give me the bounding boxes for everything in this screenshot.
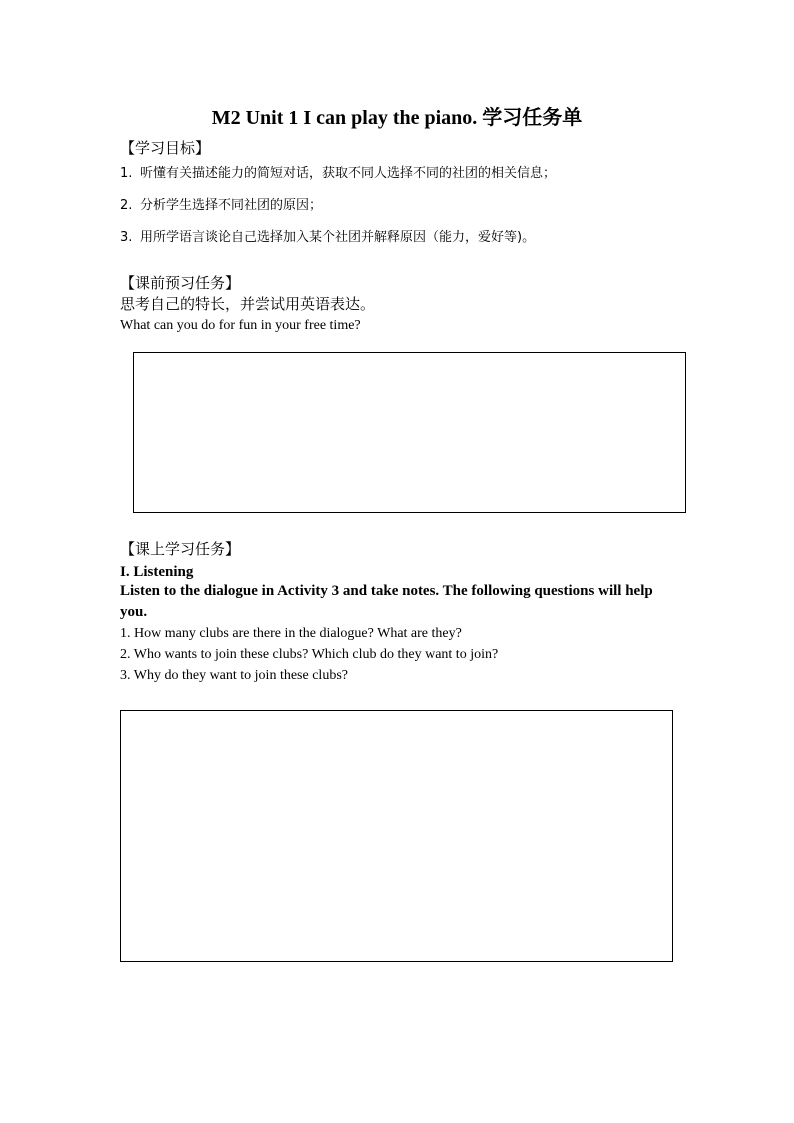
objective-item bbox=[120, 197, 322, 215]
objective-number: 3. bbox=[120, 230, 133, 245]
objective-text: 用所学语言谈论自己选择加入某个社团并解释原因（能力，爱好等)。 bbox=[140, 230, 536, 245]
objective-text: 听懂有关描述能力的简短对话，获取不同人选择不同的社团的相关信息； bbox=[140, 166, 557, 181]
listening-question: 2. Who wants to join these clubs? Which club do they want to join? bbox=[120, 647, 499, 662]
preview-heading: 【课前预习任务】 bbox=[120, 274, 241, 292]
objective-item bbox=[120, 165, 556, 183]
listening-title: I. Listening bbox=[120, 564, 194, 580]
objective-number: 1. bbox=[120, 166, 133, 181]
objective-number: 2. bbox=[120, 198, 133, 213]
document-title: M2 Unit 1 I can play the piano. 学习任务单 bbox=[211, 107, 583, 129]
preview-prompt-english: What can you do for fun in your free time? bbox=[120, 318, 361, 333]
objective-item bbox=[120, 229, 535, 247]
objectives-heading: 【学习目标】 bbox=[120, 139, 211, 157]
objective-text: 分析学生选择不同社团的原因； bbox=[140, 198, 323, 213]
preview-prompt-chinese: 思考自己的特长，并尝试用英语表达。 bbox=[120, 295, 376, 313]
listening-question: 1. How many clubs are there in the dialogue? What are they? bbox=[120, 626, 462, 641]
class-tasks-heading: 【课上学习任务】 bbox=[120, 540, 241, 558]
preview-answer-box[interactable] bbox=[133, 352, 686, 513]
listening-notes-box[interactable] bbox=[120, 710, 673, 962]
listening-instruction: Listen to the dialogue in Activity 3 and take notes. The following questions will help you. bbox=[120, 583, 653, 620]
listening-question: 3. Why do they want to join these clubs? bbox=[120, 668, 348, 683]
